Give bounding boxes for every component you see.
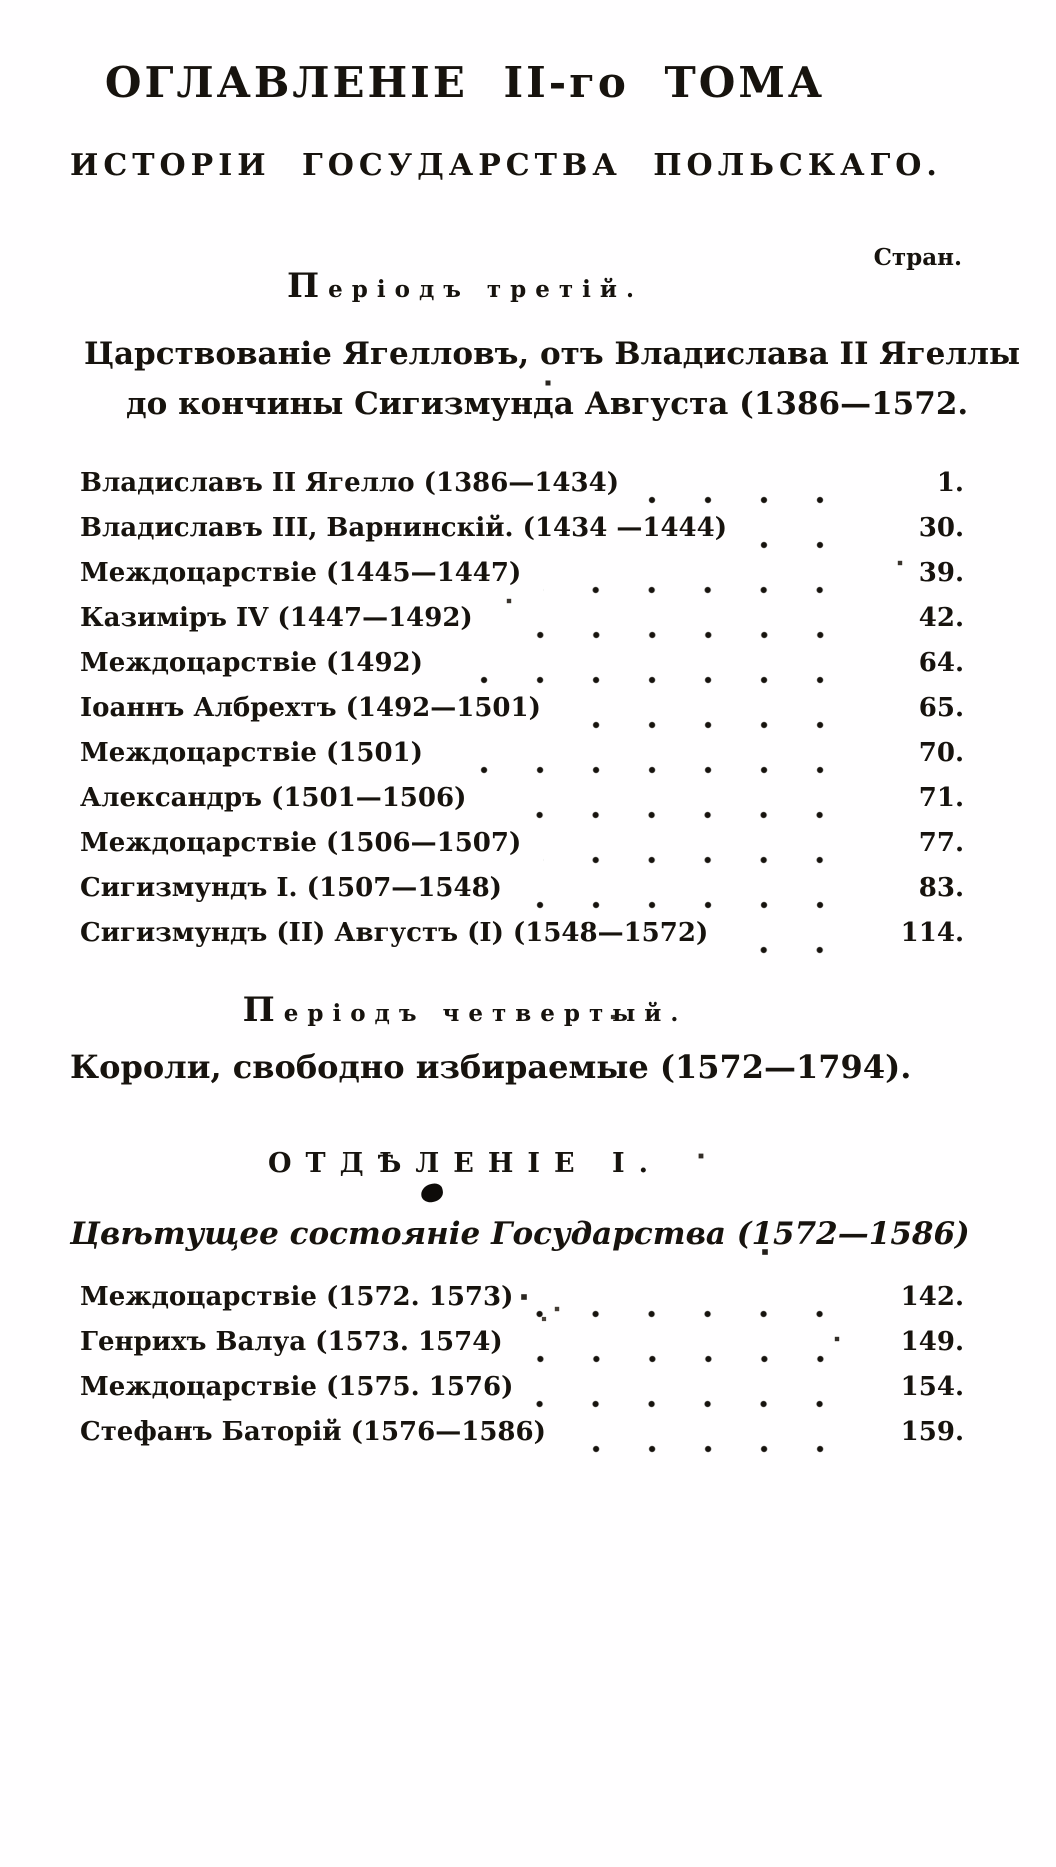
- dot-leader: [445, 676, 872, 684]
- entry-page-number: 42.: [918, 603, 964, 633]
- entry-page-number: 39.: [918, 558, 964, 588]
- entry-page-number: 65.: [918, 693, 964, 723]
- entry-label: Генрихъ Валуа (1573. 1574): [80, 1327, 503, 1357]
- dot-leader: [730, 946, 872, 954]
- entry-label: Стефанъ Баторій (1576—1586): [80, 1417, 546, 1447]
- dot-leader: [641, 496, 872, 504]
- entry-page-number: 114.: [900, 918, 964, 948]
- entry-page-number: 30.: [918, 513, 964, 543]
- book-title: ИСТОРІИ ГОСУДАРСТВА ПОЛЬСКАГО.: [70, 148, 942, 183]
- dot-leader: [543, 586, 872, 594]
- entry-page-number: 70.: [918, 738, 964, 768]
- entry-page-number: 159.: [900, 1417, 964, 1447]
- dot-leader: [488, 811, 872, 819]
- period-four-heading: Періодъ четвертый.: [242, 990, 688, 1030]
- section-one-subtitle: Цвѣтущее состояніе Государства (1572—1586): [70, 1216, 970, 1252]
- toc-entry: [80, 513, 964, 558]
- entry-label: Междоцарствіе (1492): [80, 648, 423, 678]
- toc-entry: [80, 558, 964, 603]
- dot-leader: [543, 856, 872, 864]
- entry-label: Іоаннъ Албрехтъ (1492—1501): [80, 693, 541, 723]
- dot-leader: [749, 541, 872, 549]
- entry-label: Александръ (1501—1506): [80, 783, 467, 813]
- page-column-label: Стран.: [873, 244, 962, 271]
- entry-label: Владиславъ III, Варнинскій. (1434 —1444): [80, 513, 728, 543]
- entry-label: Сигизмундъ I. (1507—1548): [80, 873, 502, 903]
- section-one-toc: [80, 1282, 964, 1462]
- entry-page-number: 142.: [900, 1282, 964, 1312]
- entry-label: Междоцарствіе (1572. 1573): [80, 1282, 514, 1312]
- entry-label: Междоцарствіе (1445—1447): [80, 558, 522, 588]
- dot-leader: [568, 1445, 872, 1453]
- dot-leader: [535, 1400, 872, 1408]
- dot-leader: [445, 766, 872, 774]
- dot-leader: [525, 1355, 872, 1363]
- toc-entry: [80, 693, 964, 738]
- entry-page-number: 64.: [918, 648, 964, 678]
- period-three-heading: Періодъ третій.: [287, 266, 643, 306]
- toc-entry: [80, 738, 964, 783]
- toc-entry: [80, 1282, 964, 1327]
- toc-entry: [80, 468, 964, 513]
- entry-page-number: 71.: [918, 783, 964, 813]
- toc-entry: [80, 918, 964, 963]
- ink-blot: [419, 1182, 444, 1204]
- entry-page-number: 154.: [900, 1372, 964, 1402]
- toc-entry: [80, 828, 964, 873]
- entry-label: Сигизмундъ (II) Августъ (I) (1548—1572): [80, 918, 709, 948]
- dot-leader: [535, 1310, 872, 1318]
- period-three-intro-line2: до кончины Сигизмунда Августа (1386—1572.: [126, 386, 969, 422]
- toc-entry: [80, 648, 964, 693]
- period-three-toc: [80, 468, 964, 963]
- dot-leader: [524, 901, 872, 909]
- volume-title: ОГЛАВЛЕНІЕ II-го ТОМА: [104, 58, 826, 107]
- period-four-subtitle: Короли, свободно избираемые (1572—1794).: [70, 1048, 912, 1086]
- entry-label: Владиславъ II Ягелло (1386—1434): [80, 468, 620, 498]
- toc-entry: [80, 1372, 964, 1417]
- entry-page-number: 83.: [918, 873, 964, 903]
- toc-entry: [80, 1327, 964, 1372]
- toc-entry: [80, 1417, 964, 1462]
- entry-label: Междоцарствіе (1506—1507): [80, 828, 522, 858]
- toc-entry: [80, 783, 964, 828]
- period-three-intro-line1: Царствованіе Ягелловъ, отъ Владислава II Ягеллы: [84, 336, 1021, 372]
- entry-label: Казиміръ IV (1447—1492): [80, 603, 473, 633]
- entry-page-number: 149.: [900, 1327, 964, 1357]
- section-one-heading: ОТДѢЛЕНІЕ I.: [268, 1148, 662, 1179]
- entry-label: Междоцарствіе (1575. 1576): [80, 1372, 514, 1402]
- entry-page-number: 1.: [936, 468, 964, 498]
- toc-entry: [80, 873, 964, 918]
- dot-leader: [563, 721, 872, 729]
- entry-label: Междоцарствіе (1501): [80, 738, 423, 768]
- entry-page-number: 77.: [918, 828, 964, 858]
- dot-leader: [495, 631, 872, 639]
- toc-entry: [80, 603, 964, 648]
- scan-noise-specks: [0, 0, 2, 2]
